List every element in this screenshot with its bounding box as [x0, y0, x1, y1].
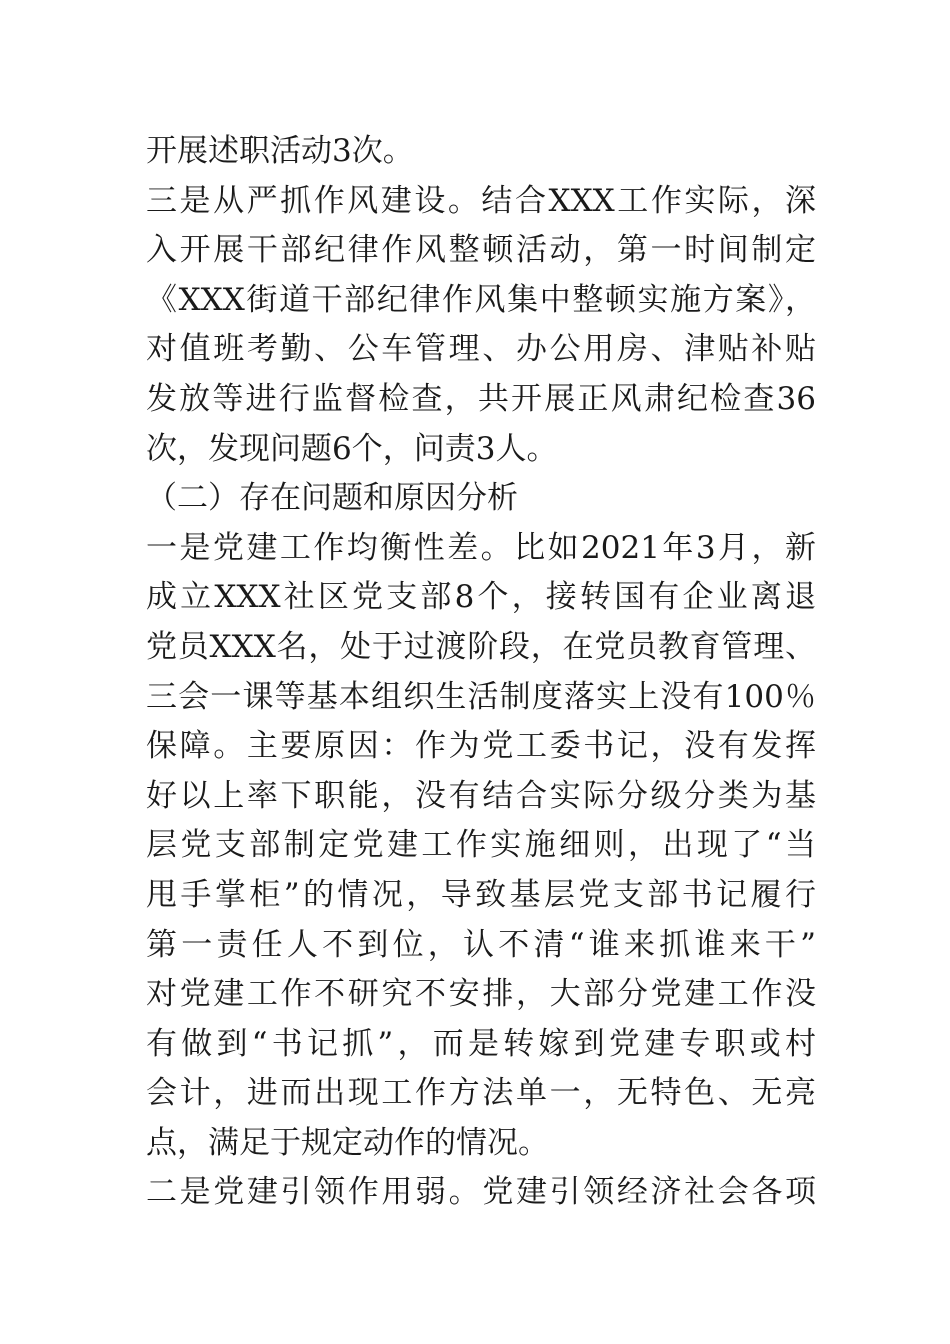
text-line: 开展述职活动3次。: [146, 133, 414, 169]
text-line: 好以上率下职能，没有结合实际分级分类为基: [146, 777, 816, 814]
text-line: 有做到“书记抓”，而是转嫁到党建专职或村: [146, 1025, 816, 1062]
text-line: 入开展干部纪律作风整顿活动，第一时间制定: [146, 232, 816, 269]
text-line: 会计，进而出现工作方法单一，无特色、无亮: [146, 1075, 816, 1112]
text-line: 对值班考勤、公车管理、办公用房、津贴补贴: [146, 331, 816, 368]
text-line: 第一责任人不到位，认不清“谁来抓谁来干”: [146, 926, 816, 963]
text-line: 三是从严抓作风建设。结合XXX工作实际，深: [146, 182, 816, 219]
text-line: 成立XXX社区党支部8个，接转国有企业离退: [146, 579, 816, 616]
text-line: 次，发现问题6个，问责3人。: [146, 430, 558, 467]
text-line: 对党建工作不研究不安排，大部分党建工作没: [146, 976, 816, 1013]
text-line: 党员XXX名，处于过渡阶段，在党员教育管理、: [146, 628, 816, 665]
text-line: 三会一课等基本组织生活制度落实上没有100％: [146, 678, 816, 715]
section-heading: （二）存在问题和原因分析: [146, 480, 518, 517]
text-line: 保障。主要原因：作为党工委书记，没有发挥: [146, 728, 816, 765]
body-text: [146, 127, 816, 1218]
text-line: 层党支部制定党建工作实施细则，出现了“当: [146, 827, 816, 864]
text-line: 发放等进行监督检查，共开展正风肃纪检查36: [146, 380, 816, 417]
text-line: 甩手掌柜”的情况，导致基层党支部书记履行: [146, 876, 816, 913]
text-line: 点，满足于规定动作的情况。: [146, 1124, 549, 1161]
text-line: 二是党建引领作用弱。党建引领经济社会各项: [146, 1174, 816, 1211]
text-line: 一是党建工作均衡性差。比如2021年3月，新: [146, 529, 816, 566]
text-line: 《XXX街道干部纪律作风集中整顿实施方案》，: [146, 281, 816, 318]
